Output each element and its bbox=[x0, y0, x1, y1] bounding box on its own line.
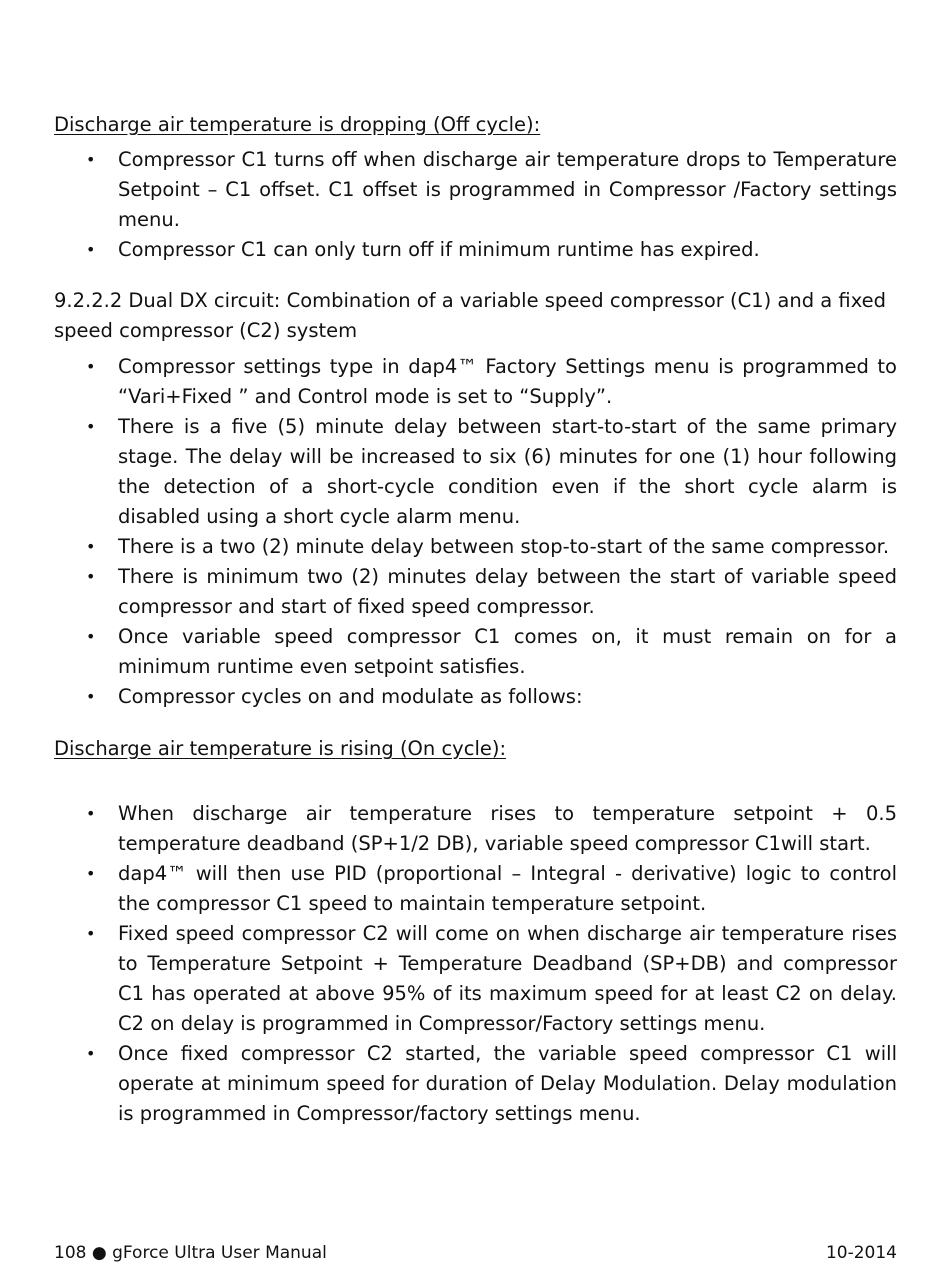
bullet-icon: • bbox=[86, 240, 96, 259]
footer-date: 10-2014 bbox=[825, 1243, 897, 1263]
list-item: • Once fixed compressor C2 started, the variable speed compressor C1 will operate at minimum speed for duration of Delay Modulation. Delay modulation is programmed in Compressor/factory settings menu. bbox=[54, 1039, 897, 1129]
list-item: • dap4™ will then use PID (proportional – Integral - derivative) logic to control the compressor C1 speed to maintain temperature setpoint. bbox=[54, 859, 897, 919]
bullet-icon: • bbox=[86, 687, 96, 706]
bullet-icon: • bbox=[86, 417, 96, 436]
list-item: • Compressor settings type in dap4™ Factory Settings menu is programmed to “Vari+Fixed ” and Control mode is set to “Supply”. bbox=[54, 352, 897, 412]
dual-dx-list bbox=[54, 352, 897, 712]
on-cycle-list bbox=[54, 799, 897, 1129]
off-cycle-heading: Discharge air temperature is dropping (Off cycle): bbox=[54, 113, 541, 136]
manual-page bbox=[54, 0, 897, 1276]
bullet-icon: • bbox=[86, 627, 96, 646]
list-item: • Fixed speed compressor C2 will come on when discharge air temperature rises to Temperature Setpoint + Temperature Deadband (SP+DB) and compressor C1 has operated at above 95% of its maximum speed for at least C2 on delay. C2 on delay is programmed in Compressor/Factory settings menu. bbox=[54, 919, 897, 1039]
footer-page-label: 108 ● gForce Ultra User Manual bbox=[54, 1243, 327, 1263]
bullet-icon: • bbox=[86, 864, 96, 883]
bullet-icon: • bbox=[86, 567, 96, 586]
bullet-icon: • bbox=[86, 357, 96, 376]
on-cycle-heading: Discharge air temperature is rising (On cycle): bbox=[54, 737, 507, 760]
bullet-icon: • bbox=[86, 537, 96, 556]
list-item: • When discharge air temperature rises to temperature setpoint + 0.5 temperature deadband (SP+1/2 DB), variable speed compressor C1will start. bbox=[54, 799, 897, 859]
list-item: • Compressor C1 turns off when discharge air temperature drops to Temperature Setpoint – C1 offset. C1 offset is programmed in Compressor /Factory settings menu. bbox=[54, 145, 897, 235]
off-cycle-list bbox=[54, 145, 897, 265]
list-item: • Compressor cycles on and modulate as follows: bbox=[54, 682, 897, 712]
bullet-icon: • bbox=[86, 804, 96, 823]
list-item: • There is minimum two (2) minutes delay between the start of variable speed compressor and start of fixed speed compressor. bbox=[54, 562, 897, 622]
bullet-icon: • bbox=[86, 150, 96, 169]
bullet-icon: • bbox=[86, 1044, 96, 1063]
list-item: • There is a two (2) minute delay between stop-to-start of the same compressor. bbox=[54, 532, 897, 562]
bullet-icon: • bbox=[86, 924, 96, 943]
list-item: • There is a five (5) minute delay between start-to-start of the same primary stage. The delay will be increased to six (6) minutes for one (1) hour following the detection of a short-cycle condition even if the short cycle alarm is disabled using a short cycle alarm menu. bbox=[54, 412, 897, 532]
list-item: • Compressor C1 can only turn off if minimum runtime has expired. bbox=[54, 235, 897, 265]
list-item: • Once variable speed compressor C1 comes on, it must remain on for a minimum runtime even setpoint satisfies. bbox=[54, 622, 897, 682]
dual-dx-intro: 9.2.2.2 Dual DX circuit: Combination of a variable speed compressor (C1) and a fixed speed compressor (C2) system bbox=[54, 289, 887, 342]
